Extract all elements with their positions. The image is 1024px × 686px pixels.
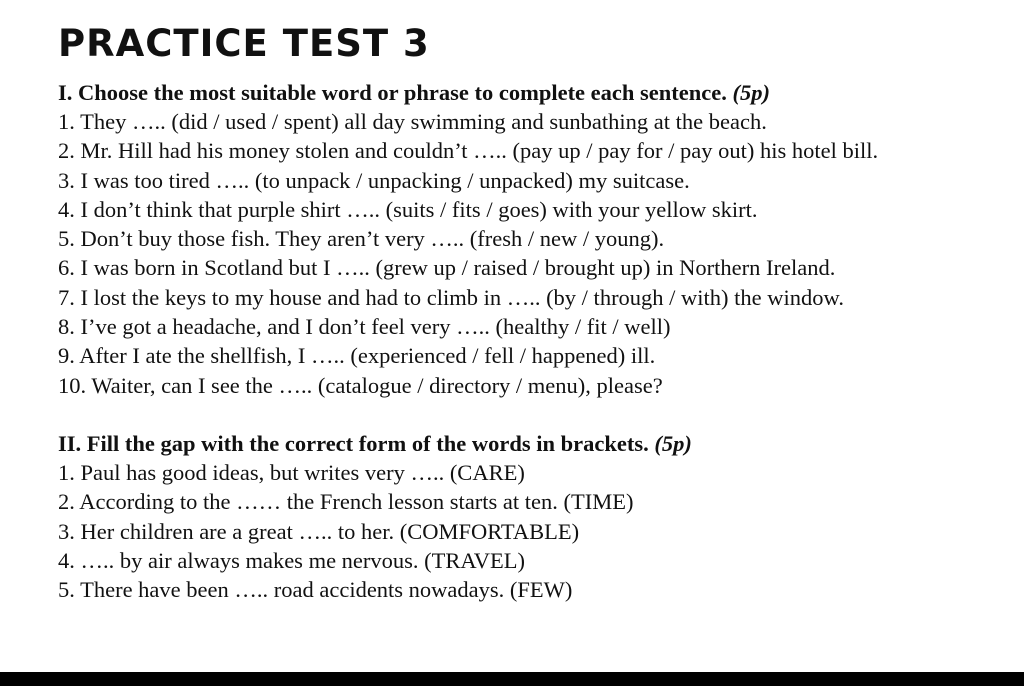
- section-2-points: (5p): [654, 430, 692, 456]
- question-item: 2. Mr. Hill had his money stolen and couldn’t ….. (pay up / pay for / pay out) his hotel bill.: [58, 138, 879, 164]
- section-1-heading: [58, 78, 984, 107]
- question-item: 9. After I ate the shellfish, I ….. (experienced / fell / happened) ill.: [58, 343, 656, 369]
- question-item: 2. According to the …… the French lesson starts at ten. (TIME): [58, 489, 634, 515]
- section-1-heading-text: I. Choose the most suitable word or phrase to complete each sentence.: [58, 80, 727, 105]
- question-item: 7. I lost the keys to my house and had to climb in ….. (by / through / with) the window.: [58, 284, 844, 310]
- section-2: [58, 429, 984, 604]
- question-item: 3. Her children are a great ….. to her. (COMFORTABLE): [58, 518, 580, 544]
- section-2-heading: [58, 429, 984, 458]
- question-item: 3. I was too tired ….. (to unpack / unpacking / unpacked) my suitcase.: [58, 167, 690, 193]
- question-item: 4. ….. by air always makes me nervous. (TRAVEL): [58, 547, 525, 573]
- section-1: [58, 78, 984, 400]
- question-item: 6. I was born in Scotland but I ….. (grew up / raised / brought up) in Northern Ireland.: [58, 255, 836, 281]
- question-item: 10. Waiter, can I see the ….. (catalogue / directory / menu), please?: [58, 372, 663, 398]
- section-1-points: (5p): [732, 80, 771, 105]
- question-item: 1. They ….. (did / used / spent) all day swimming and sunbathing at the beach.: [58, 109, 767, 134]
- section-spacer: [58, 400, 984, 429]
- page-title: PRACTICE TEST 3: [58, 22, 430, 65]
- question-item: 4. I don’t think that purple shirt ….. (suits / fits / goes) with your yellow skirt.: [58, 196, 758, 222]
- question-item: 5. Don’t buy those fish. They aren’t very ….. (fresh / new / young).: [58, 226, 665, 252]
- question-item: 8. I’ve got a headache, and I don’t feel very ….. (healthy / fit / well): [58, 314, 671, 340]
- question-item: 1. Paul has good ideas, but writes very ….. (CARE): [58, 459, 525, 485]
- section-2-heading-text: II. Fill the gap with the correct form of the words in brackets.: [58, 430, 649, 456]
- question-item: 5. There have been ….. road accidents nowadays. (FEW): [58, 577, 573, 603]
